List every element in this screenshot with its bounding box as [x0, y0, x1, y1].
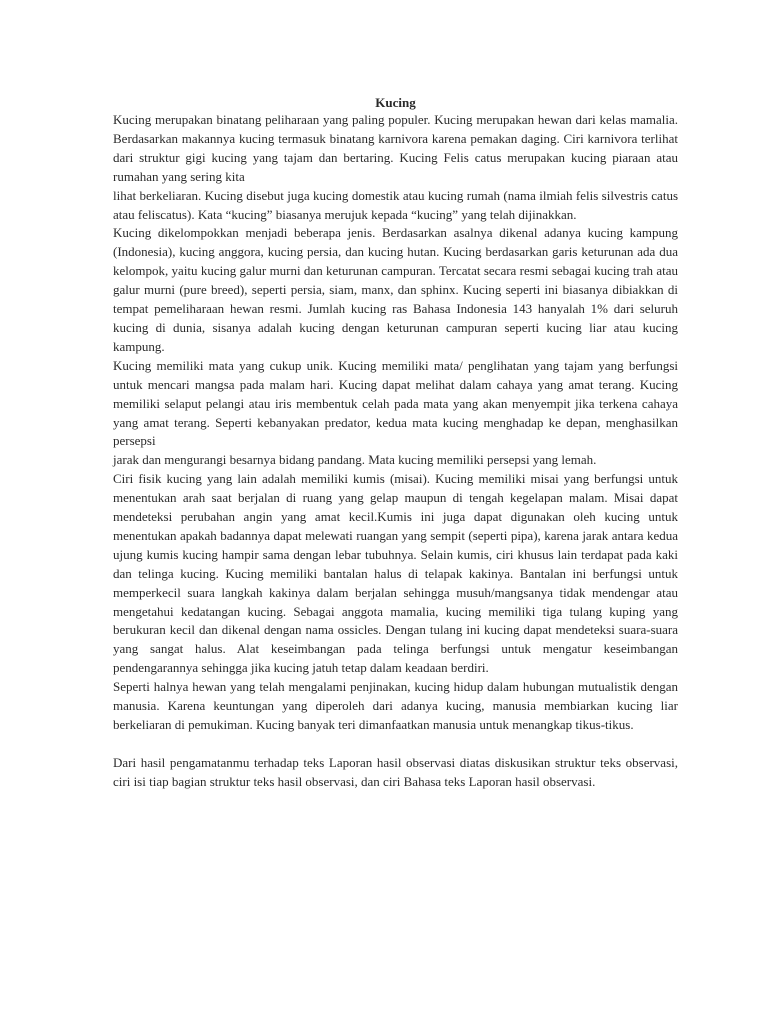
paragraph-mutualism: Seperti halnya hewan yang telah mengalami penjinakan, kucing hidup dalam hubungan mutualistik dengan manusia. Karena keuntungan yang diperoleh dari adanya kucing, manusia membiarkan kucing liar berkeliaran di pemukiman. Kucing banyak teri dimanfaatkan manusia untuk menangkap tikus-tikus.: [113, 679, 678, 732]
document-title: Kucing: [375, 95, 416, 110]
paragraph-whiskers: Ciri fisik kucing yang lain adalah memiliki kumis (misai). Kucing memiliki misai yang berfungsi untuk menentukan arah saat berjalan di ruang yang gelap maupun di tengah kegelapan malam. Misai dapat mendeteksi perubahan angin yang amat kecil.Kumis ini juga dapat digunakan oleh kucing untuk menentukan apakah badannya dapat melewati ruangan yang sempit (seperti pipa), karena jarak antara kedua ujung kumis kucing hampir sama dengan lebar tubuhnya. Selain kumis, ciri khusus lain terdapat pada kaki dan telinga kucing. Kucing memiliki bantalan halus di telapak kakinya. Bantalan ini berfungsi untuk memperkecil suara langkah kakinya dalam berjalan sehingga musuh/mangsanya tidak mendengar atau mengetahui kedatangan kucing. Sebagai anggota mamalia, kucing memiliki tiga tulang kuping yang berukuran kecil dan dikenal dengan nama ossicles. Dengan tulang ini kucing dapat mendeteksi suara-suara yang sangat halus. Alat keseimbangan pada telinga berfungsi untuk mengatur keseimbangan pendengarannya sehingga jika kucing jatuh tetap dalam keadaan berdiri.: [113, 471, 678, 676]
paragraph-eyes: Kucing memiliki mata yang cukup unik. Kucing memiliki mata/ penglihatan yang tajam yang berfungsi untuk mencari mangsa pada malam hari. Kucing dapat melihat dalam cahaya yang amat terang. Kucing memiliki selaput pelangi atau iris membentuk celah pada mata yang akan menyempit jika terkena cahaya yang amat terang. Seperti kebanyakan predator, kedua mata kucing menghadap ke depan, menghasilkan persepsi: [113, 357, 678, 449]
document-page: [113, 94, 678, 792]
paragraph-eyes-continued: jarak dan mengurangi besarnya bidang pandang. Mata kucing memiliki persepsi yang lemah.: [113, 452, 597, 468]
paragraph-gap: [113, 735, 678, 754]
paragraph-types: Kucing dikelompokkan menjadi beberapa jenis. Berdasarkan asalnya dikenal adanya kucing kampung (Indonesia), kucing anggora, kucing persia, dan kucing hutan. Kucing berdasarkan garis keturunan ada dua kelompok, yaitu kucing galur murni dan keturunan campuran. Tercatat secara resmi sebagai kucing trah atau galur murni (pure breed), seperti persia, siam, manx, dan sphinx. Kucing seperti ini biasanya dibiakkan di tempat pemeliharaan hewan resmi. Jumlah kucing ras Bahasa Indonesia 143 hanyalah 1% dari seluruh kucing di dunia, sisanya adalah kucing dengan keturunan campuran seperti kucing liar atau kucing kampung.: [113, 225, 678, 354]
instruction-paragraph: Dari hasil pengamatanmu terhadap teks Laporan hasil observasi diatas diskusikan struktur teks observasi, ciri isi tiap bagian struktur teks hasil observasi, dan ciri Bahasa teks Laporan hasil observasi.: [113, 754, 678, 789]
paragraph-intro: Kucing merupakan binatang peliharaan yang paling populer. Kucing merupakan hewan dari kelas mamalia. Berdasarkan makannya kucing termasuk binatang karnivora karena pemakan daging. Ciri karnivora terlihat dari struktur gigi kucing yang tajam dan bertaring. Kucing Felis catus merupakan kucing piaraan atau rumahan yang sering kita: [113, 112, 678, 184]
paragraph-intro-continued: lihat berkeliaran. Kucing disebut juga kucing domestik atau kucing rumah (nama ilmiah felis silvestris catus atau feliscatus). Kata “kucing” biasanya merujuk kepada “kucing” yang telah dijinakkan.: [113, 187, 678, 222]
